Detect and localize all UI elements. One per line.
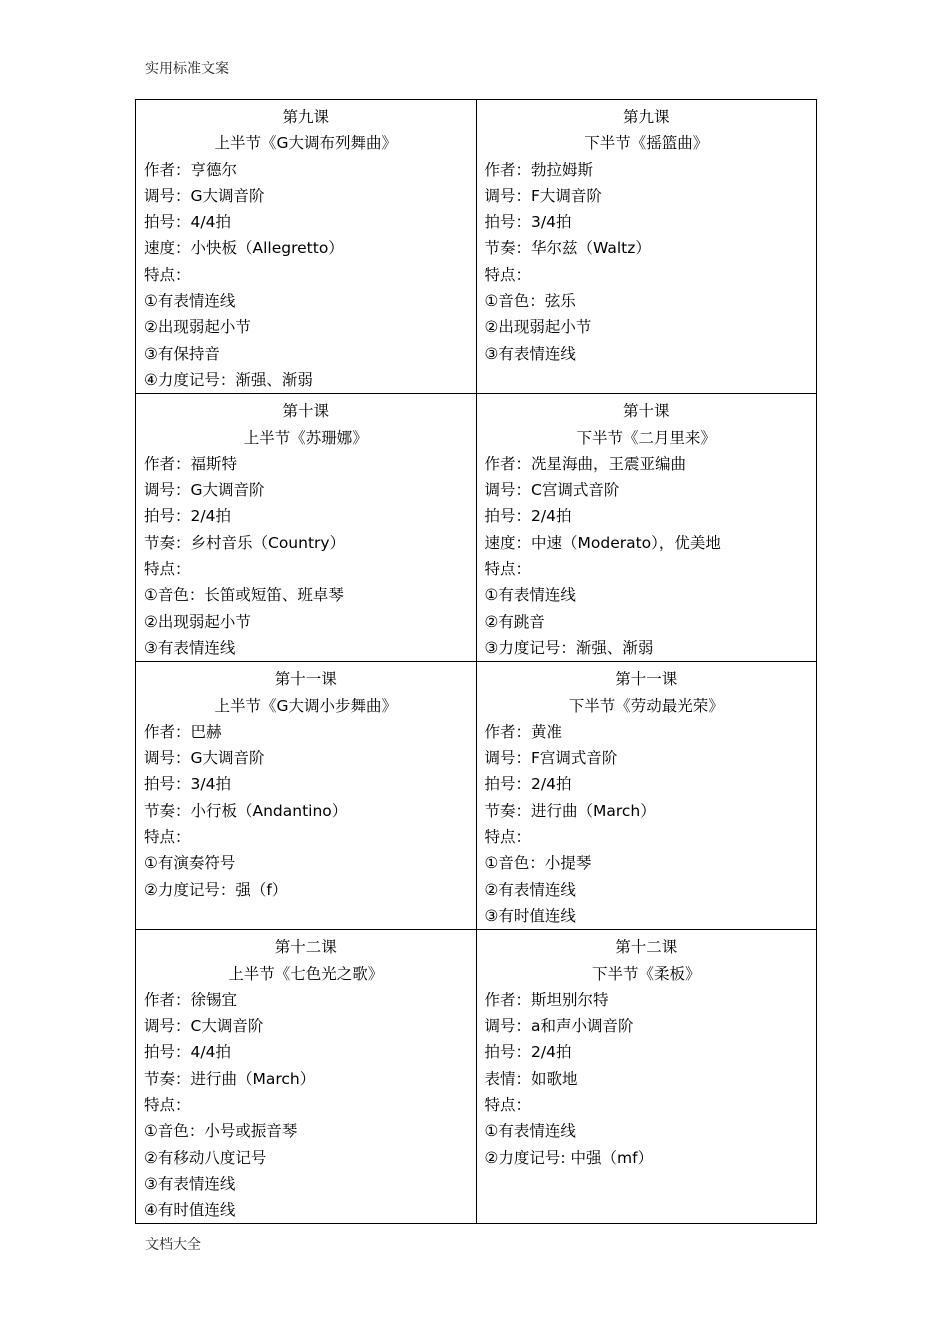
info-line: ③有时值连线: [484, 906, 576, 925]
info-line: 作者：勃拉姆斯: [484, 160, 594, 179]
info-line: 作者：巴赫: [144, 722, 222, 741]
info-line: 调号：G大调音阶: [144, 749, 265, 768]
lesson-cell-left: [136, 394, 477, 662]
info-line: 作者：冼星海曲，王震亚编曲: [484, 454, 687, 473]
lesson-row: [136, 100, 817, 394]
lesson-number: 第九课: [282, 108, 329, 126]
piece-title: 上半节《G大调小步舞曲》: [214, 696, 397, 715]
info-line: 节奏：小行板（Andantino）: [144, 801, 348, 820]
piece-title: 下半节《二月里来》: [576, 428, 716, 447]
lesson-number: 第十二课: [615, 938, 678, 957]
lesson-number: 第十课: [282, 402, 329, 421]
info-line: 作者：斯坦别尔特: [484, 990, 609, 1009]
lesson-cell-right: [476, 100, 817, 394]
info-line: 速度：小快板（Allegretto）: [144, 239, 344, 258]
info-line: 表情：如歌地: [484, 1069, 578, 1088]
info-line: 拍号：2/4拍: [484, 775, 572, 794]
piece-title: 下半节《柔板》: [591, 964, 701, 983]
info-line: 特点：: [144, 828, 191, 847]
info-line: 拍号：2/4拍: [484, 1043, 572, 1062]
lesson-cell-right: [476, 394, 817, 662]
info-line: 特点：: [144, 1095, 191, 1114]
info-line: 调号：G大调音阶: [144, 481, 265, 500]
info-line: 特点：: [144, 560, 191, 579]
info-line: 拍号：3/4拍: [484, 213, 572, 232]
info-line: 调号：C宫调式音阶: [484, 481, 620, 500]
info-line: ②出现弱起小节: [144, 612, 251, 631]
lesson-number: 第十课: [622, 402, 670, 421]
lesson-row: [136, 930, 817, 1224]
info-line: 作者：亨德尔: [144, 160, 238, 179]
info-line: 调号：F宫调式音阶: [484, 749, 618, 768]
info-line: ④有时值连线: [144, 1201, 236, 1220]
info-line: 速度：中速（Moderato），优美地: [484, 533, 721, 552]
info-line: ②有移动八度记号: [144, 1148, 267, 1167]
piece-title: 下半节《劳动最光荣》: [568, 696, 724, 715]
info-line: ①音色：小号或振音琴: [144, 1122, 298, 1141]
lesson-number: 第十二课: [274, 938, 337, 957]
lesson-cell-right: [476, 930, 817, 1224]
info-line: ①有表情连线: [144, 292, 236, 311]
info-line: 节奏：进行曲（March）: [144, 1069, 316, 1088]
info-line: ②力度记号：强（f）: [144, 880, 288, 899]
info-line: ③有表情连线: [484, 344, 576, 363]
info-line: ③有表情连线: [144, 1174, 236, 1193]
piece-title: 下半节《摇篮曲》: [584, 134, 709, 153]
info-line: 拍号：3/4拍: [144, 775, 231, 794]
info-line: ③有表情连线: [144, 638, 236, 657]
info-line: 调号：G大调音阶: [144, 186, 265, 205]
piece-title: 上半节《七色光之歌》: [228, 964, 384, 983]
info-line: 作者：福斯特: [144, 454, 238, 473]
lesson-cell-left: [136, 662, 477, 930]
lesson-table: [135, 99, 817, 1224]
lesson-row: [136, 394, 817, 662]
info-line: 拍号：2/4拍: [484, 507, 572, 526]
info-line: ②出现弱起小节: [144, 318, 251, 337]
info-line: 作者：徐锡宜: [144, 990, 238, 1009]
lesson-number: 第九课: [622, 108, 670, 126]
info-line: ①有演奏符号: [144, 854, 236, 873]
info-line: 拍号：2/4拍: [144, 507, 231, 526]
page-footer: 文档大全: [145, 1237, 201, 1253]
info-line: ①音色：弦乐: [484, 292, 576, 311]
info-line: ①有表情连线: [484, 1122, 576, 1141]
info-line: 特点：: [484, 265, 532, 284]
lesson-row: [136, 662, 817, 930]
info-line: ①音色：长笛或短笛、班卓琴: [144, 586, 344, 605]
info-line: 特点：: [484, 828, 532, 847]
lesson-cell-left: [136, 100, 477, 394]
info-line: ①有表情连线: [484, 586, 576, 605]
info-line: 拍号：4/4拍: [144, 1043, 231, 1062]
info-line: 调号：C大调音阶: [144, 1017, 264, 1036]
info-line: 作者：黄准: [484, 722, 563, 741]
info-line: 特点：: [484, 1095, 532, 1114]
info-line: ②出现弱起小节: [484, 318, 592, 337]
info-line: 拍号：4/4拍: [144, 213, 231, 232]
info-line: ②力度记号: 中强（mf）: [484, 1148, 654, 1167]
info-line: 节奏：进行曲（March）: [484, 801, 656, 820]
info-line: ③有保持音: [144, 344, 220, 363]
lesson-cell-right: [476, 662, 817, 930]
info-line: ①音色：小提琴: [484, 854, 592, 873]
info-line: 调号：a和声小调音阶: [484, 1017, 634, 1036]
info-line: 特点：: [484, 560, 532, 579]
piece-title: 上半节《苏珊娜》: [243, 428, 368, 447]
info-line: ②有跳音: [484, 612, 545, 631]
lesson-number: 第十一课: [615, 670, 678, 689]
info-line: ③力度记号：渐强、渐弱: [484, 638, 654, 657]
info-line: 节奏：华尔兹（Waltz）: [484, 239, 651, 258]
lesson-number: 第十一课: [274, 670, 337, 689]
piece-title: 上半节《G大调布列舞曲》: [214, 134, 397, 153]
lesson-cell-left: [136, 930, 477, 1224]
info-line: 调号：F大调音阶: [484, 186, 602, 205]
info-line: 节奏：乡村音乐（Country）: [144, 533, 346, 552]
info-line: 特点：: [144, 265, 191, 284]
info-line: ②有表情连线: [484, 880, 576, 899]
info-line: ④力度记号：渐强、渐弱: [144, 370, 313, 389]
page-header: 实用标准文案: [145, 61, 229, 77]
